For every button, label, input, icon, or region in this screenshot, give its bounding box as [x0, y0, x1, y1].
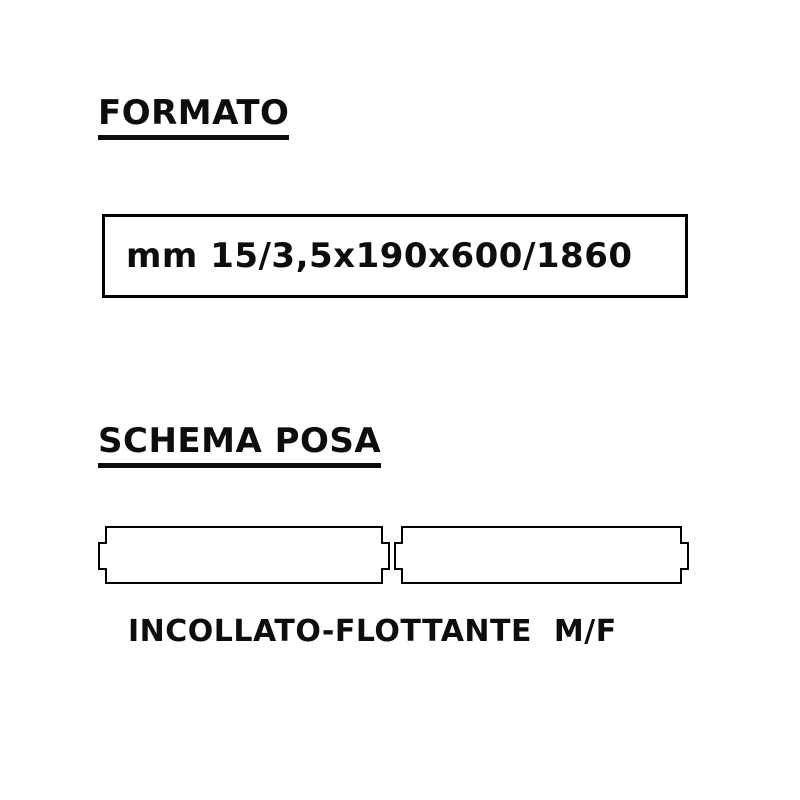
plank-profile-diagram: [0, 520, 800, 590]
plank-right-profile: [395, 527, 688, 583]
format-value-text: mm 15/3,5x190x600/1860: [126, 236, 633, 276]
formato-heading: FORMATO: [98, 96, 289, 140]
installation-type-caption: INCOLLATO-FLOTTANTE M/F: [128, 614, 617, 649]
plank-left-profile: [99, 527, 389, 583]
format-value-box: [102, 214, 688, 298]
schema-posa-heading: SCHEMA POSA: [98, 424, 381, 468]
